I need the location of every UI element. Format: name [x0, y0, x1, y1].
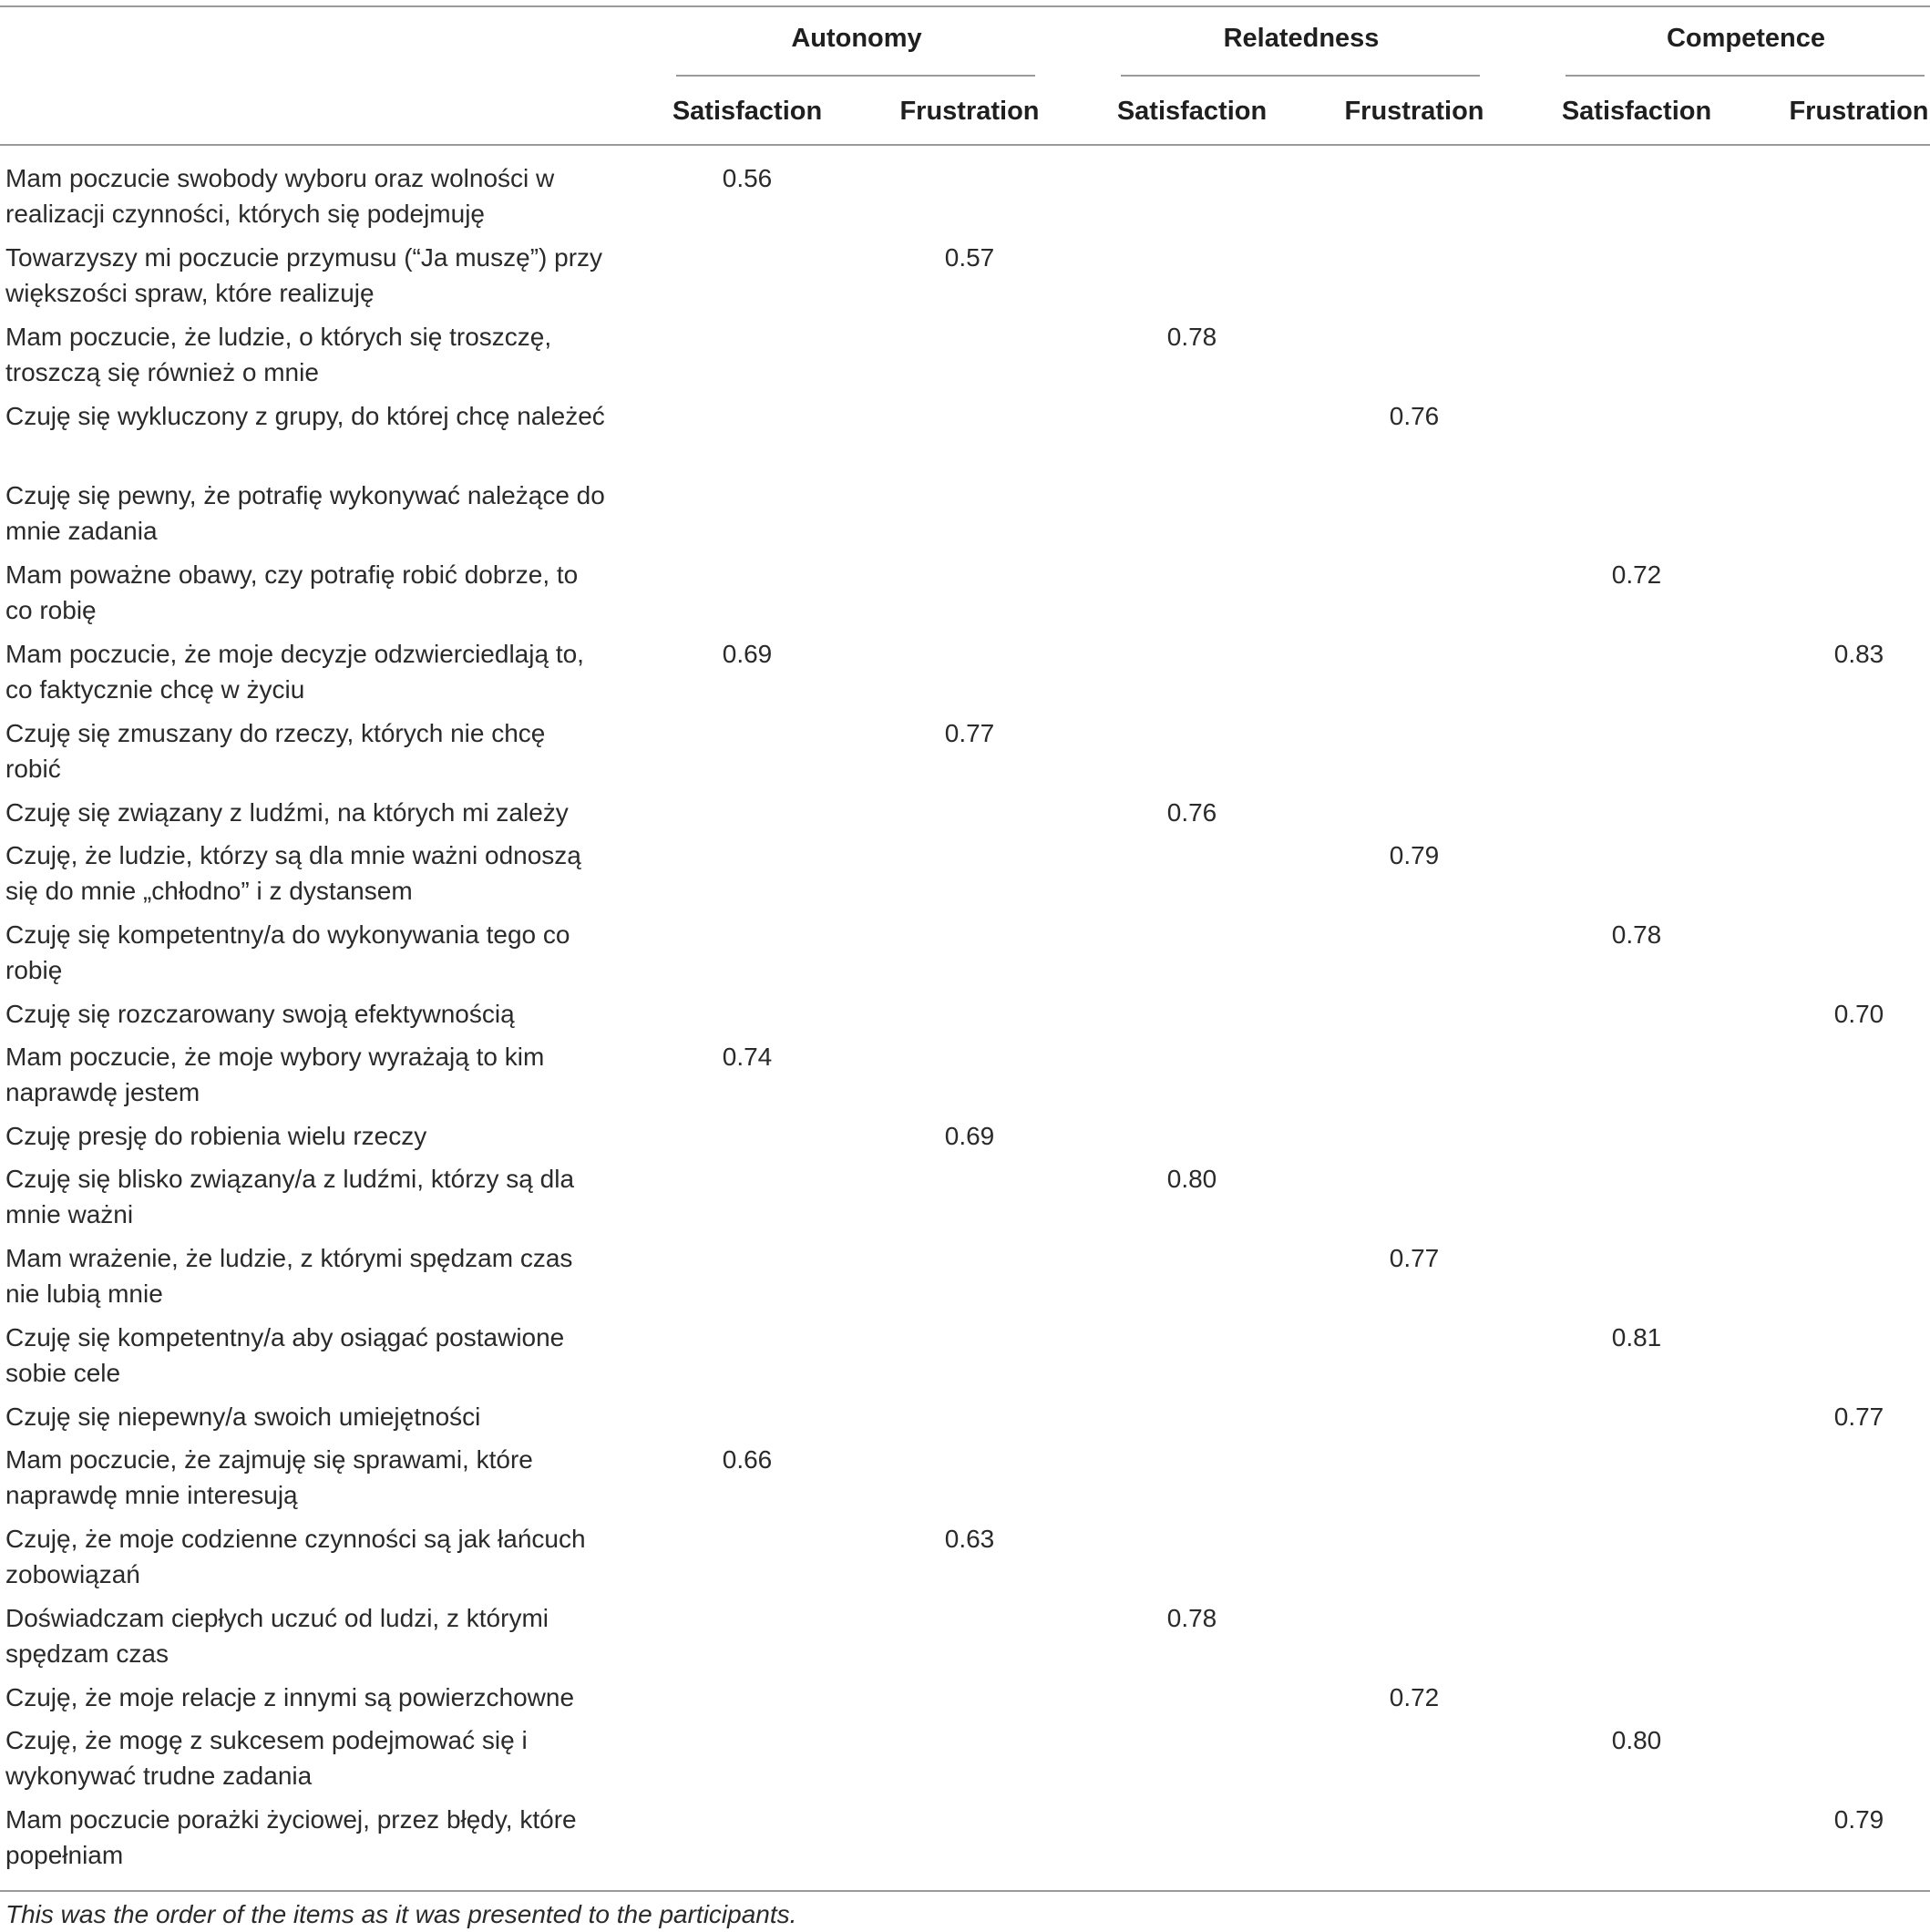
loading-value: 0.77 [1833, 1403, 1884, 1431]
table-bottom-rule [0, 1890, 1930, 1892]
loading-value: 0.79 [1389, 841, 1440, 869]
subheader-relatedness-satisfaction: Satisfaction [1116, 97, 1268, 126]
loading-value: 0.80 [1611, 1726, 1662, 1754]
item-text: Mam wrażenie, że ludzie, z którymi spędzam czas nie lubią mnie [5, 1244, 573, 1308]
loading-value: 0.57 [944, 243, 995, 272]
table-top-rule [0, 5, 1930, 7]
loading-value: 0.78 [1166, 323, 1217, 351]
subheader-autonomy-satisfaction: Satisfaction [672, 97, 823, 126]
item-text: Mam poczucie, że moje wybory wyrażają to kim naprawdę jestem [5, 1043, 545, 1106]
loading-value: 0.78 [1166, 1604, 1217, 1632]
loading-value: 0.69 [944, 1122, 995, 1150]
item-text: Czuję się kompetentny/a do wykonywania tego co robię [5, 920, 570, 984]
loading-value: 0.74 [722, 1043, 773, 1071]
loading-value: 0.69 [722, 640, 773, 668]
item-text: Czuję presję do robienia wielu rzeczy [5, 1122, 427, 1150]
item-text: Czuję, że mogę z sukcesem podejmować się i wykonywać trudne zadania [5, 1726, 528, 1790]
item-text: Czuję się wykluczony z grupy, do której chcę należeć [5, 402, 605, 430]
loading-value: 0.81 [1611, 1323, 1662, 1351]
subheader-autonomy-frustration: Frustration [899, 97, 1040, 126]
item-text: Czuję, że moje codzienne czynności są jak łańcuch zobowiązań [5, 1525, 586, 1588]
loading-value: 0.56 [722, 164, 773, 192]
loading-value: 0.72 [1611, 560, 1662, 589]
item-text: Mam poczucie, że zajmuję się sprawami, które naprawdę mnie interesują [5, 1445, 533, 1509]
item-text: Czuję się kompetentny/a aby osiągać postawione sobie cele [5, 1323, 565, 1387]
loading-value: 0.72 [1389, 1683, 1440, 1711]
item-text: Mam poczucie, że ludzie, o których się troszczę, troszczą się również o mnie [5, 323, 552, 386]
item-text: Mam poczucie swobody wyboru oraz wolności w realizacji czynności, których się podejmuję [5, 164, 555, 228]
table-footnote: This was the order of the items as it was presented to the participants. [5, 1900, 797, 1928]
subheader-competence-frustration: Frustration [1789, 97, 1929, 126]
header-bottom-rule [0, 144, 1930, 146]
loading-value: 0.76 [1166, 798, 1217, 827]
loading-value: 0.77 [1389, 1244, 1440, 1272]
item-text: Czuję się związany z ludźmi, na których mi zależy [5, 798, 569, 827]
subheader-competence-satisfaction: Satisfaction [1561, 97, 1712, 126]
loading-value: 0.63 [944, 1525, 995, 1553]
loading-value: 0.70 [1833, 1000, 1884, 1028]
item-text: Czuję się pewny, że potrafię wykonywać należące do mnie zadania [5, 481, 605, 545]
item-text: Mam poczucie porażki życiowej, przez błędy, które popełniam [5, 1805, 577, 1869]
item-text: Towarzyszy mi poczucie przymusu (“Ja muszę”) przy większości spraw, które realizuję [5, 243, 603, 307]
loading-value: 0.66 [722, 1445, 773, 1474]
group-underline-competence [1566, 75, 1925, 77]
group-header-relatedness: Relatedness [1223, 24, 1380, 53]
loading-value: 0.78 [1611, 920, 1662, 949]
item-text: Czuję się rozczarowany swoją efektywnością [5, 1000, 515, 1028]
item-text: Czuję się niepewny/a swoich umiejętności [5, 1403, 481, 1431]
loading-value: 0.76 [1389, 402, 1440, 430]
loading-value: 0.80 [1166, 1165, 1217, 1193]
loading-value: 0.79 [1833, 1805, 1884, 1834]
group-underline-autonomy [676, 75, 1035, 77]
subheader-relatedness-frustration: Frustration [1344, 97, 1484, 126]
item-text: Mam poważne obawy, czy potrafię robić dobrze, to co robię [5, 560, 579, 624]
loading-value: 0.77 [944, 719, 995, 747]
loading-value: 0.83 [1833, 640, 1884, 668]
item-text: Doświadczam ciepłych uczuć od ludzi, z którymi spędzam czas [5, 1604, 549, 1668]
group-header-autonomy: Autonomy [791, 24, 922, 53]
group-underline-relatedness [1121, 75, 1480, 77]
group-header-competence: Competence [1666, 24, 1826, 53]
item-text: Czuję się blisko związany/a z ludźmi, którzy są dla mnie ważni [5, 1165, 575, 1228]
item-text: Czuję, że moje relacje z innymi są powierzchowne [5, 1683, 575, 1711]
item-text: Czuję się zmuszany do rzeczy, których nie chcę robić [5, 719, 546, 783]
item-text: Mam poczucie, że moje decyzje odzwierciedlają to, co faktycznie chcę w życiu [5, 640, 584, 704]
item-text: Czuję, że ludzie, którzy są dla mnie ważni odnoszą się do mnie „chłodno” i z dystansem [5, 841, 581, 905]
